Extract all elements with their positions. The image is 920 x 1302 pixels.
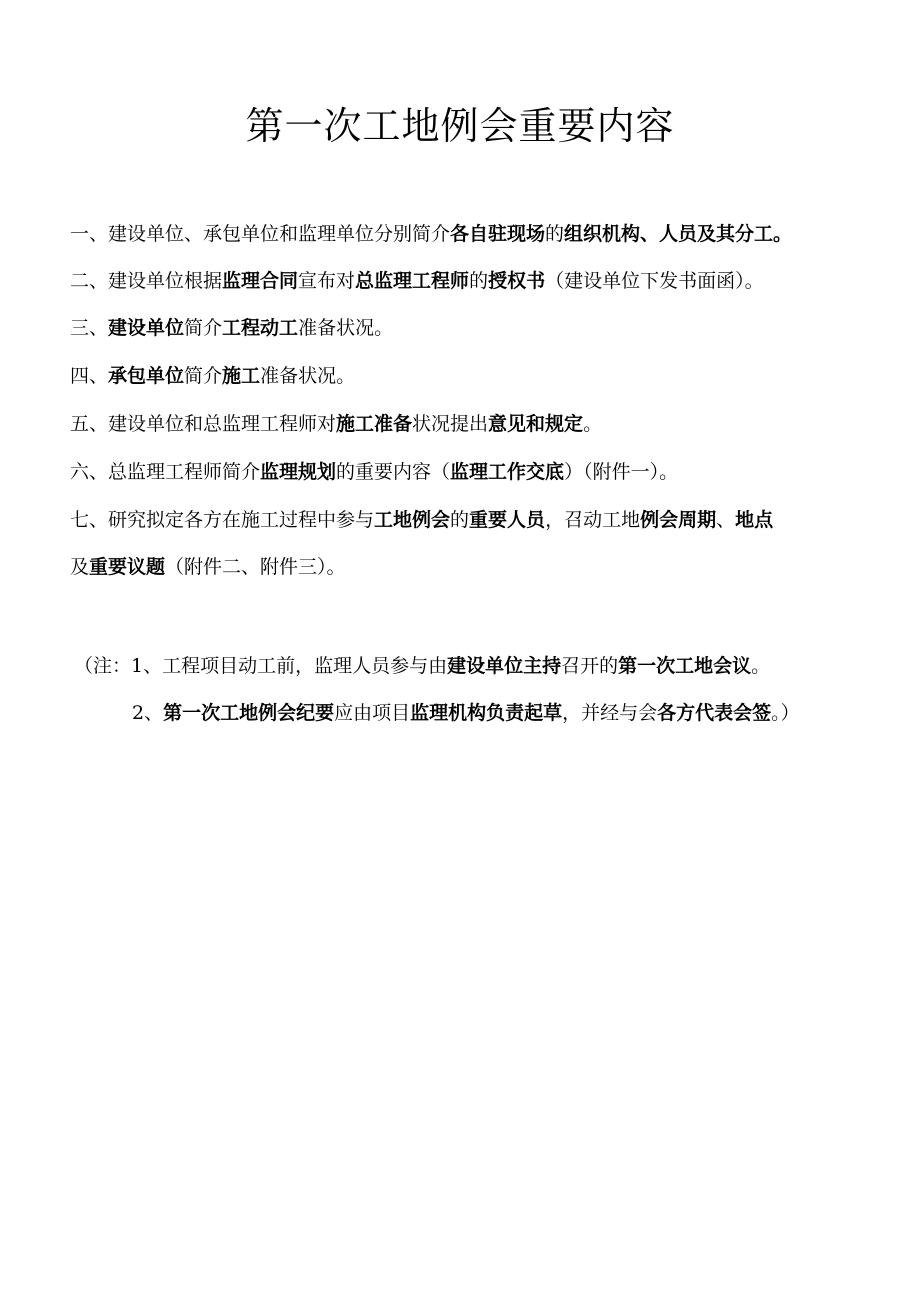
text-segment: （注：1、工程项目动工前，监理人员参与由 (74, 655, 448, 677)
text-segment: 的 (450, 509, 470, 531)
list-item-4 (70, 353, 885, 399)
text-segment: 的 (545, 223, 565, 245)
list-item-5 (70, 401, 885, 447)
text-segment: 应由项目 (334, 702, 411, 724)
text-segment: 。 (751, 655, 771, 677)
emphasized-text: 工程动工 (222, 317, 299, 339)
list-item-7 (70, 497, 885, 543)
text-segment: 二、建设单位根据 (70, 270, 223, 292)
emphasized-text: 建设单位 (108, 317, 185, 339)
list-item-2 (70, 258, 885, 304)
document-title: 第一次工地例会重要内容 (245, 104, 675, 148)
list-item-7-continued (70, 544, 885, 590)
emphasized-text: 组织机构、人员及其分工。 (564, 223, 793, 245)
note-1 (74, 643, 889, 689)
text-segment: （建设单位下发书面函）。 (545, 270, 764, 292)
emphasized-text: 重要议题 (89, 556, 166, 578)
text-segment: 一、建设单位、承包单位和监理单位分别简介 (70, 223, 451, 245)
text-segment: 及 (70, 556, 90, 578)
emphasized-text: 地点 (735, 509, 774, 531)
text-segment: ，召动工地 (545, 509, 641, 531)
text-segment: 宣布对 (298, 270, 356, 292)
text-segment: 简介 (184, 365, 223, 387)
text-segment: 状况提出 (412, 413, 489, 435)
emphasized-text: 授权书 (488, 270, 546, 292)
text-segment: 的重要内容（ (336, 461, 451, 483)
emphasized-text: 监理合同 (222, 270, 299, 292)
text-segment: 四、 (70, 365, 109, 387)
list-item-1 (70, 211, 885, 257)
text-segment: 准备状况。 (260, 365, 356, 387)
text-segment: 简介 (184, 317, 223, 339)
text-segment: 准备状况。 (298, 317, 394, 339)
text-segment: ，并经与会 (562, 702, 658, 724)
emphasized-text: 意见和规定 (488, 413, 584, 435)
text-segment: （附件二、附件三）。 (165, 556, 346, 578)
emphasized-text: 工地例会 (374, 509, 451, 531)
text-segment: 的 (469, 270, 489, 292)
text-segment: 2、 (132, 702, 164, 724)
text-segment: 。 (583, 413, 603, 435)
list-item-3 (70, 305, 885, 351)
emphasized-text: 监理规划 (260, 461, 337, 483)
emphasized-text: 施工准备 (336, 413, 413, 435)
list-item-6 (70, 449, 885, 495)
text-segment: 、 (716, 509, 736, 531)
emphasized-text: 总监理工程师 (355, 270, 470, 292)
emphasized-text: 各自驻现场 (450, 223, 546, 245)
note-2 (132, 690, 920, 736)
emphasized-text: 建设单位主持 (447, 655, 562, 677)
emphasized-text: 各方代表会签 (657, 702, 772, 724)
text-segment: 六、总监理工程师简介 (70, 461, 261, 483)
emphasized-text: 重要人员 (469, 509, 546, 531)
text-segment: 五、建设单位和总监理工程师对 (70, 413, 337, 435)
emphasized-text: 承包单位 (108, 365, 185, 387)
text-segment: 。） (771, 702, 800, 724)
emphasized-text: 例会周期 (640, 509, 717, 531)
emphasized-text: 监理机构负责起草 (410, 702, 563, 724)
emphasized-text: 监理工作交底 (450, 461, 565, 483)
text-segment: ）（附件一）。 (564, 461, 679, 483)
text-segment: 七、研究拟定各方在施工过程中参与 (70, 509, 375, 531)
emphasized-text: 第一次工地会议 (618, 655, 752, 677)
emphasized-text: 第一次工地例会纪要 (163, 702, 335, 724)
text-segment: 三、 (70, 317, 109, 339)
emphasized-text: 施工 (222, 365, 261, 387)
text-segment: 召开的 (561, 655, 619, 677)
